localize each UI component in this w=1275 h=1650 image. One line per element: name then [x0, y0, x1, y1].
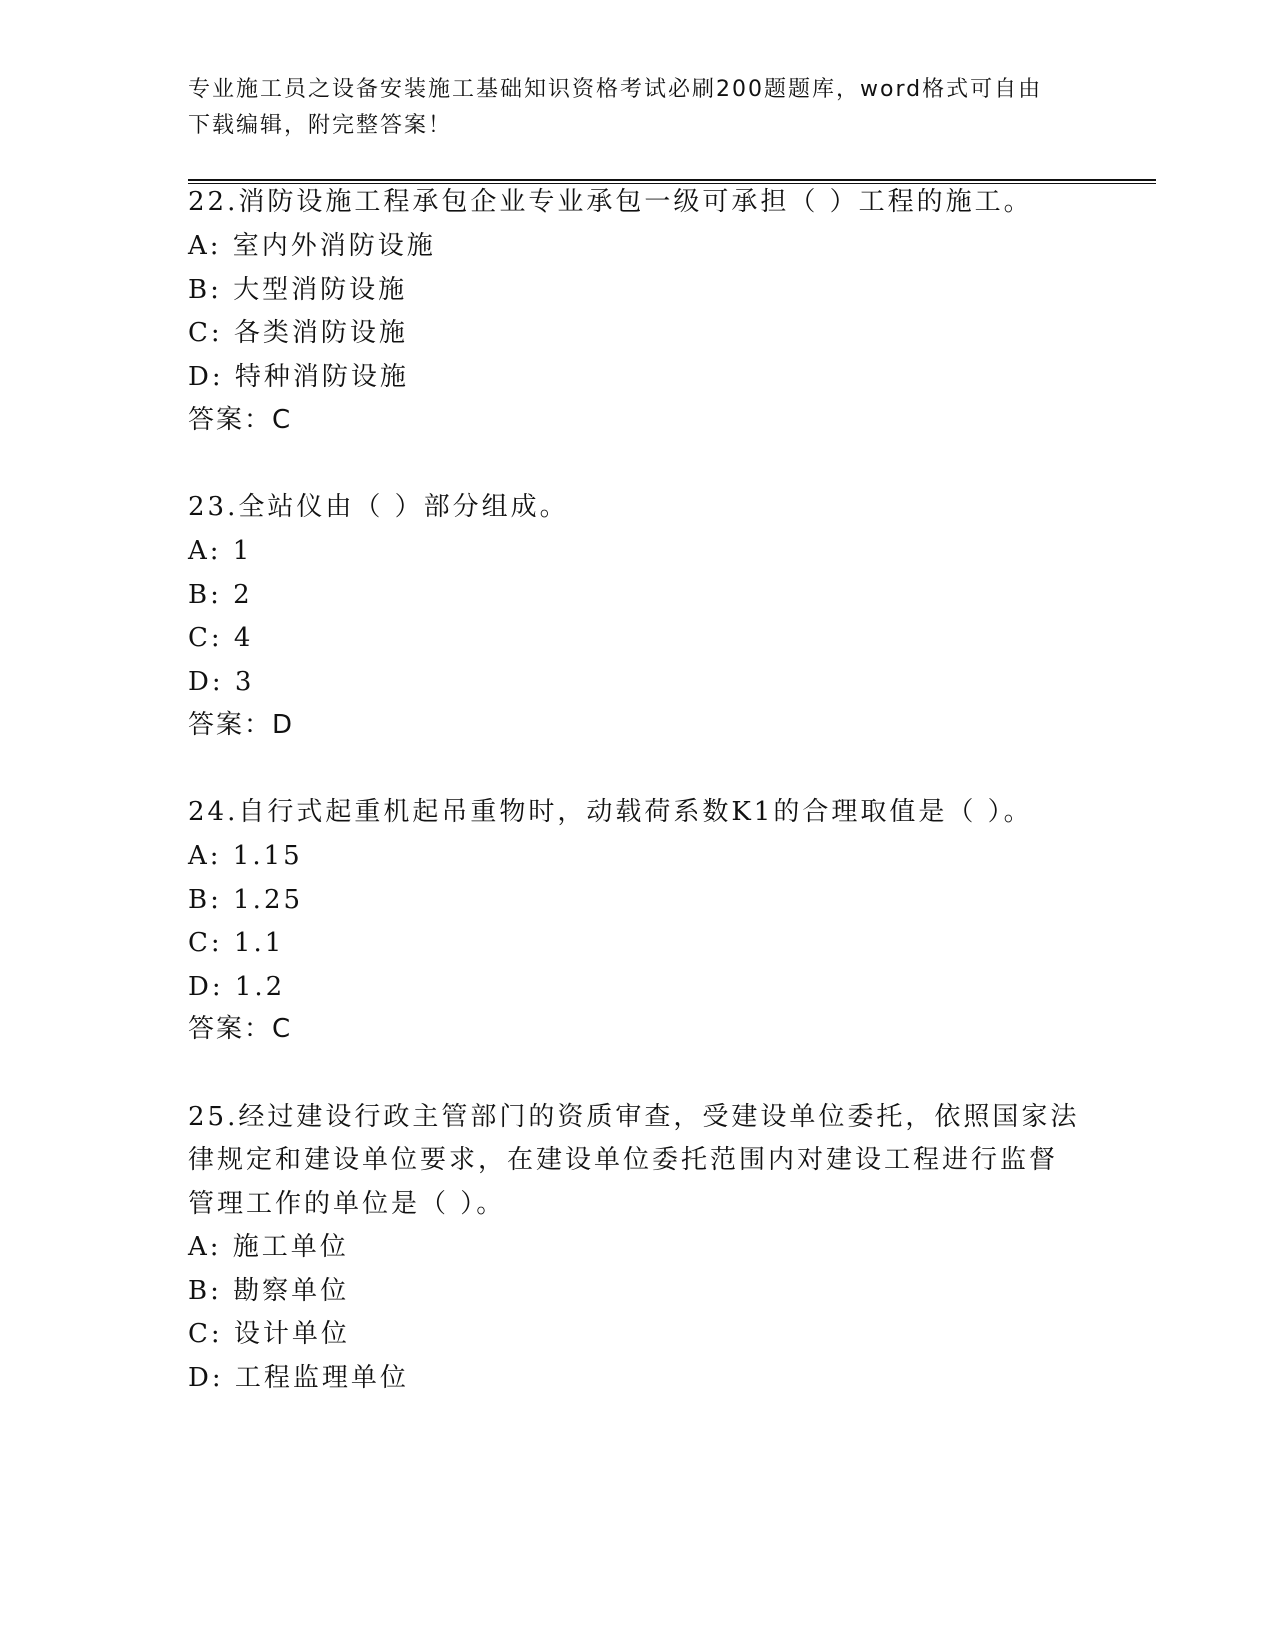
- question-22-answer: 答案：C: [188, 405, 293, 435]
- question-23-option-b: B: 2: [188, 580, 253, 610]
- question-23-option-a: A: 1: [188, 536, 253, 566]
- question-24-stem: 24.自行式起重机起吊重物时，动载荷系数K1的合理取值是（ ）。: [188, 797, 1033, 827]
- question-25-option-b: B: 勘察单位: [188, 1276, 350, 1306]
- question-24-option-d: D: 1.2: [188, 972, 286, 1002]
- question-22-stem: 22.消防设施工程承包企业专业承包一级可承担（ ）工程的施工。: [188, 187, 1033, 217]
- question-24-option-c: C: 1.1: [188, 928, 285, 958]
- question-22-option-b: B: 大型消防设施: [188, 275, 408, 305]
- header-divider-thin: [188, 183, 1156, 184]
- question-24-option-b: B: 1.25: [188, 885, 304, 915]
- question-25-stem-line-1: 25.经过建设行政主管部门的资质审查，受建设单位委托，依照国家法: [188, 1102, 1080, 1132]
- document-header: [188, 72, 1088, 144]
- question-25-stem-line-3: 管理工作的单位是（ ）。: [188, 1189, 506, 1219]
- question-22-option-a: A: 室内外消防设施: [188, 231, 436, 261]
- header-line-2: 下载编辑，附完整答案！: [188, 113, 453, 138]
- question-24-answer: 答案：C: [188, 1014, 293, 1044]
- question-23-option-d: D: 3: [188, 667, 255, 697]
- question-23-option-c: C: 4: [188, 623, 254, 653]
- header-divider-thick: [188, 179, 1156, 181]
- question-22-option-d: D: 特种消防设施: [188, 362, 409, 392]
- question-25-option-d: D: 工程监理单位: [188, 1363, 409, 1393]
- question-25-option-c: C: 设计单位: [188, 1319, 350, 1349]
- question-23-stem: 23.全站仪由（ ）部分组成。: [188, 492, 569, 522]
- question-24-option-a: A: 1.15: [188, 841, 303, 871]
- question-25-option-a: A: 施工单位: [188, 1232, 349, 1262]
- question-25-stem-line-2: 律规定和建设单位要求，在建设单位委托范围内对建设工程进行监督: [188, 1145, 1059, 1175]
- question-23-answer: 答案：D: [188, 710, 295, 740]
- question-22-option-c: C: 各类消防设施: [188, 318, 408, 348]
- header-line-1: 专业施工员之设备安装施工基础知识资格考试必刷200题题库，word格式可自由: [188, 77, 1043, 102]
